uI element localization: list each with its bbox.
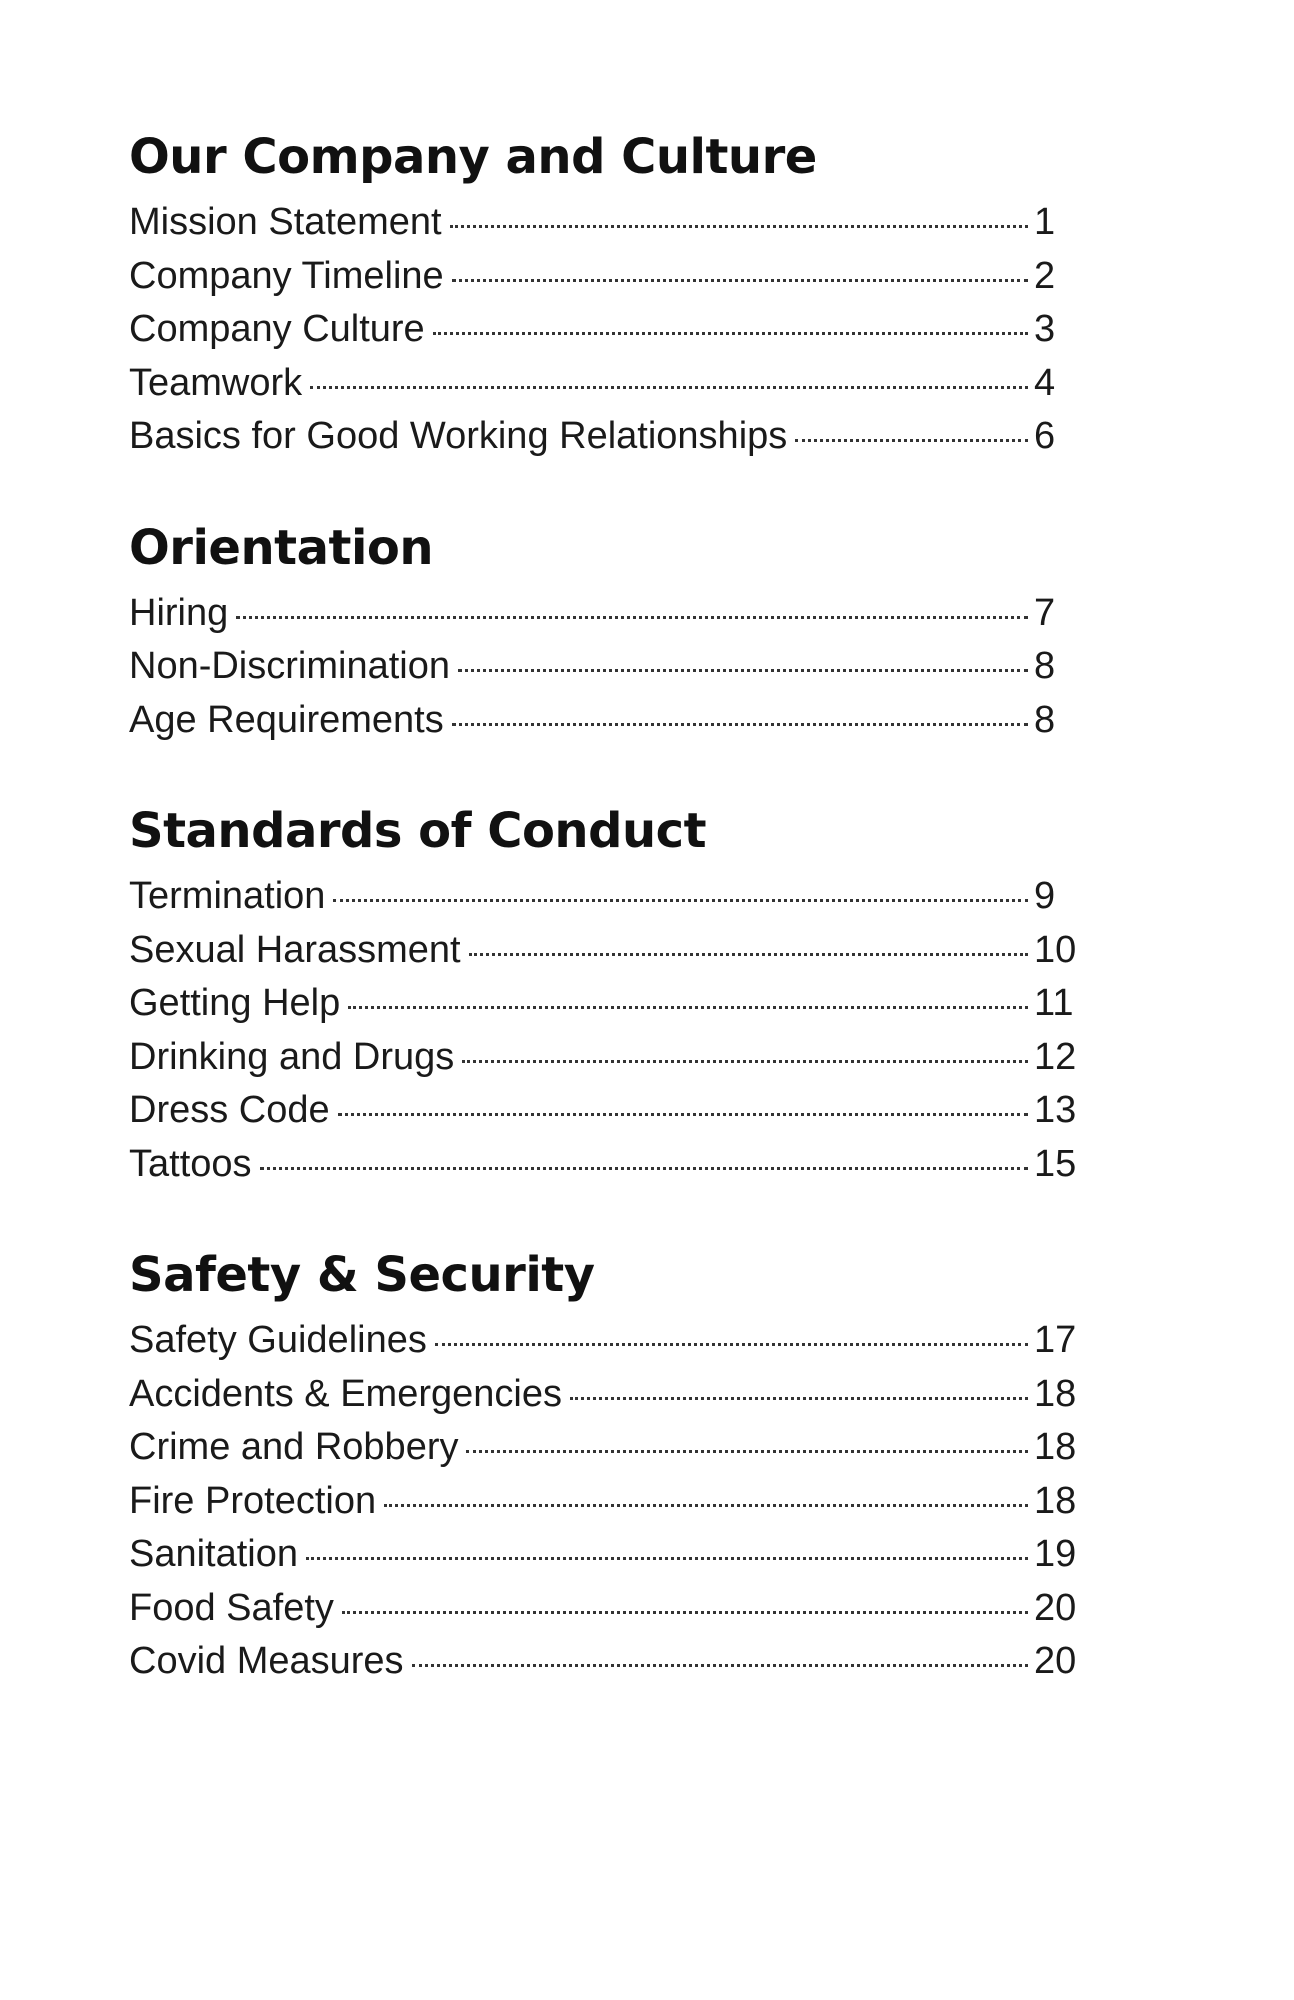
toc-entry-label: Safety Guidelines: [129, 1319, 427, 1361]
toc-entry-label: Termination: [129, 875, 326, 917]
toc-entry[interactable]: [129, 1138, 1089, 1192]
toc-entry[interactable]: [129, 303, 1089, 357]
section-heading: Standards of Conduct: [129, 803, 707, 859]
toc-entry[interactable]: [129, 1368, 1089, 1422]
toc-entry[interactable]: [129, 410, 1089, 464]
dot-leader: [306, 1557, 1028, 1560]
toc-entry[interactable]: [129, 250, 1089, 304]
dot-leader: [462, 1060, 1028, 1063]
toc-entry[interactable]: [129, 1031, 1089, 1085]
dot-leader: [342, 1611, 1028, 1614]
toc-entry[interactable]: [129, 1528, 1089, 1582]
toc-entry-page-number: 20: [1034, 1640, 1077, 1682]
section-entry-list: [129, 1314, 1089, 1689]
dot-leader: [450, 225, 1028, 228]
section-entry-list: [129, 587, 1089, 748]
toc-entry-page-number: 8: [1034, 645, 1056, 687]
toc-entry-label: Company Timeline: [129, 254, 444, 297]
toc-entry-page-number: 12: [1034, 1035, 1077, 1078]
toc-entry-label: Drinking and Drugs: [129, 1035, 455, 1078]
toc-entry-page-number: 1: [1034, 201, 1056, 243]
toc-entry-label: Accidents & Emergencies: [129, 1372, 562, 1415]
toc-entry[interactable]: [129, 1084, 1089, 1138]
dot-leader: [458, 669, 1028, 672]
toc-entry-page-number: 17: [1034, 1319, 1077, 1361]
toc-section-safety-security: [129, 1236, 1089, 1689]
toc-entry-page-number: 19: [1034, 1533, 1077, 1575]
dot-leader: [795, 439, 1028, 442]
toc-entry[interactable]: [129, 587, 1089, 641]
toc-entry-label: Basics for Good Working Relationships: [129, 415, 788, 457]
toc-entry-label: Sexual Harassment: [129, 928, 461, 971]
toc-entry[interactable]: [129, 694, 1089, 748]
section-heading: Safety & Security: [129, 1247, 595, 1303]
toc-entry[interactable]: [129, 357, 1089, 411]
table-of-contents: [129, 118, 1089, 1689]
toc-entry-page-number: 13: [1034, 1089, 1077, 1131]
toc-entry[interactable]: [129, 1475, 1089, 1529]
toc-entry-label: Getting Help: [129, 982, 341, 1024]
dot-leader: [435, 1343, 1028, 1346]
toc-entry[interactable]: [129, 1421, 1089, 1475]
toc-entry-page-number: 9: [1034, 875, 1056, 917]
section-heading: Orientation: [129, 519, 434, 576]
toc-entry-page-number: 15: [1034, 1142, 1077, 1185]
dot-leader: [338, 1113, 1028, 1116]
toc-entry-page-number: 2: [1034, 254, 1056, 297]
dot-leader: [310, 386, 1028, 389]
dot-leader: [466, 1450, 1028, 1453]
toc-entry-label: Hiring: [129, 591, 229, 634]
dot-leader: [412, 1664, 1028, 1667]
toc-entry[interactable]: [129, 640, 1089, 694]
toc-entry-label: Fire Protection: [129, 1479, 377, 1522]
toc-entry-page-number: 3: [1034, 308, 1056, 350]
toc-entry[interactable]: [129, 924, 1089, 978]
toc-entry-label: Covid Measures: [129, 1640, 404, 1682]
toc-entry-label: Age Requirements: [129, 698, 444, 741]
toc-section-standards-of-conduct: [129, 792, 1089, 1191]
toc-entry-label: Non-Discrimination: [129, 645, 450, 687]
toc-entry-page-number: 10: [1034, 928, 1077, 971]
dot-leader: [452, 723, 1028, 726]
toc-entry[interactable]: [129, 1635, 1089, 1689]
toc-entry-label: Company Culture: [129, 308, 425, 350]
toc-entry-label: Teamwork: [129, 361, 303, 404]
dot-leader: [433, 332, 1028, 335]
toc-entry-page-number: 6: [1034, 415, 1056, 457]
toc-entry-label: Mission Statement: [129, 201, 442, 243]
dot-leader: [260, 1167, 1028, 1170]
toc-entry-page-number: 18: [1034, 1479, 1077, 1522]
toc-entry[interactable]: [129, 1582, 1089, 1636]
dot-leader: [384, 1504, 1028, 1507]
dot-leader: [570, 1397, 1028, 1400]
toc-entry[interactable]: [129, 196, 1089, 250]
section-entry-list: [129, 870, 1089, 1191]
toc-entry[interactable]: [129, 977, 1089, 1031]
dot-leader: [469, 953, 1028, 956]
toc-entry-page-number: 8: [1034, 698, 1056, 741]
toc-entry-label: Sanitation: [129, 1533, 299, 1575]
toc-entry-label: Crime and Robbery: [129, 1426, 459, 1468]
toc-entry[interactable]: [129, 870, 1089, 924]
section-heading: Our Company and Culture: [129, 129, 817, 185]
dot-leader: [333, 899, 1028, 902]
toc-entry-page-number: 18: [1034, 1372, 1077, 1415]
toc-entry-page-number: 18: [1034, 1426, 1077, 1468]
dot-leader: [452, 279, 1028, 282]
toc-entry-page-number: 11: [1034, 982, 1074, 1024]
toc-section-orientation: [129, 509, 1089, 748]
toc-entry-page-number: 4: [1034, 361, 1056, 404]
toc-entry-page-number: 7: [1034, 591, 1056, 634]
toc-entry-label: Food Safety: [129, 1586, 334, 1629]
toc-entry-label: Dress Code: [129, 1089, 330, 1131]
toc-entry-page-number: 20: [1034, 1586, 1077, 1629]
section-entry-list: [129, 196, 1089, 464]
dot-leader: [236, 616, 1028, 619]
toc-entry-label: Tattoos: [129, 1142, 252, 1185]
toc-entry[interactable]: [129, 1314, 1089, 1368]
toc-section-company-culture: [129, 118, 1089, 464]
dot-leader: [348, 1006, 1028, 1009]
